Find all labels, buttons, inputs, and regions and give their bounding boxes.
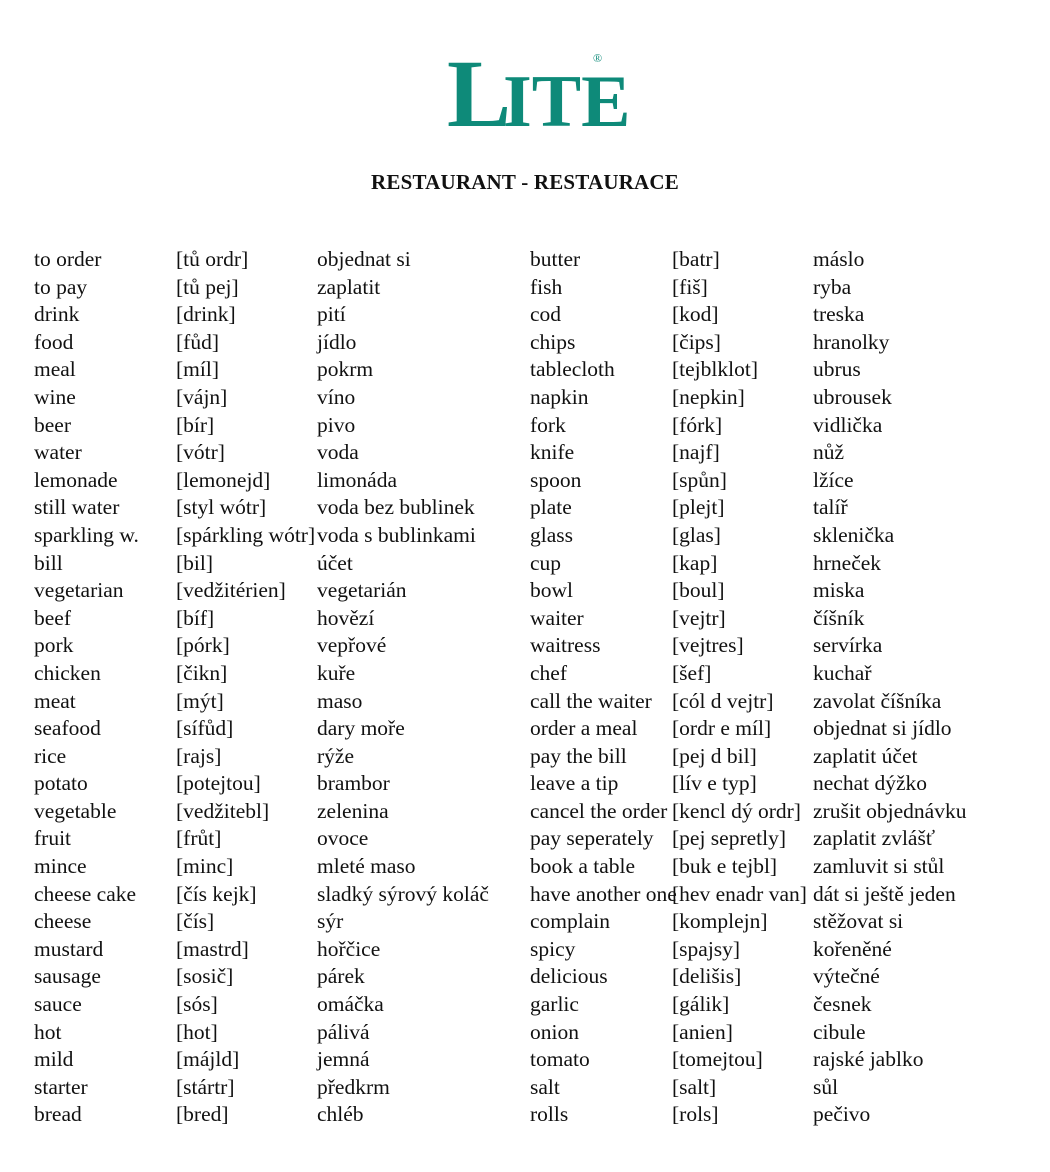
vocab-row: [34, 991, 524, 1019]
czech-term: ovoce: [317, 826, 369, 851]
english-term: waiter: [530, 605, 584, 630]
vocab-row: [34, 908, 524, 936]
pronunciation: [gálik]: [672, 992, 730, 1017]
vocab-row: [34, 274, 524, 302]
vocab-row: [34, 467, 524, 495]
english-term: potato: [34, 771, 88, 796]
vocab-row: [34, 632, 524, 660]
english-term: hot: [34, 1019, 62, 1044]
pronunciation: [sós]: [176, 992, 218, 1017]
pronunciation: [drink]: [176, 302, 236, 327]
english-term: sparkling w.: [34, 522, 139, 547]
czech-term: jídlo: [317, 329, 357, 354]
vocab-row: [34, 936, 524, 964]
english-term: cheese cake: [34, 881, 137, 906]
pronunciation: [vedžitebl]: [176, 798, 270, 823]
czech-term: zrušit objednávku: [813, 798, 967, 823]
pronunciation: [potejtou]: [176, 771, 261, 796]
english-term: fruit: [34, 826, 72, 851]
vocab-row: [34, 1101, 524, 1129]
czech-term: stěžovat si: [813, 909, 904, 934]
pronunciation: [fórk]: [672, 412, 723, 437]
english-term: leave a tip: [530, 771, 619, 796]
vocab-row: [530, 1046, 1030, 1074]
pronunciation: [kencl dý ordr]: [672, 798, 801, 823]
vocab-row: [34, 825, 524, 853]
english-term: chef: [530, 660, 567, 685]
czech-term: párek: [317, 964, 365, 989]
vocab-row: [34, 246, 524, 274]
pronunciation: [cól d vejtr]: [672, 688, 774, 713]
english-term: mild: [34, 1047, 74, 1072]
pronunciation: [plejt]: [672, 495, 725, 520]
english-term: fish: [530, 274, 563, 299]
pronunciation: [čips]: [672, 329, 721, 354]
czech-term: pálivá: [317, 1019, 370, 1044]
english-term: pork: [34, 633, 74, 658]
vocab-row: [530, 467, 1030, 495]
czech-term: objednat si: [317, 247, 411, 271]
english-term: plate: [530, 495, 572, 520]
czech-term: zaplatit účet: [813, 743, 918, 768]
page-title: RESTAURANT - RESTAURACE: [371, 170, 679, 194]
vocab-row: [34, 798, 524, 826]
pronunciation: [vejtres]: [672, 633, 744, 658]
czech-term: sladký sýrový koláč: [317, 881, 489, 906]
czech-term: zavolat číšníka: [813, 688, 942, 713]
english-term: cod: [530, 302, 562, 327]
english-term: spicy: [530, 936, 576, 961]
pronunciation: [lív e typ]: [672, 771, 757, 796]
pronunciation: [čikn]: [176, 660, 228, 685]
czech-term: sýr: [317, 909, 344, 934]
czech-term: číšník: [813, 605, 865, 630]
czech-term: chléb: [317, 1102, 364, 1127]
pronunciation: [kod]: [672, 302, 719, 327]
english-term: sausage: [34, 964, 101, 989]
english-term: delicious: [530, 964, 608, 989]
czech-term: omáčka: [317, 992, 384, 1017]
pronunciation: [tomejtou]: [672, 1047, 763, 1072]
pronunciation: [nepkin]: [672, 384, 745, 409]
vocab-row: [530, 1074, 1030, 1102]
czech-term: rýže: [317, 743, 354, 768]
czech-term: účet: [317, 550, 353, 575]
english-term: order a meal: [530, 716, 638, 741]
english-term: beef: [34, 605, 71, 630]
pronunciation: [buk e tejbl]: [672, 854, 778, 879]
english-term: starter: [34, 1074, 88, 1099]
english-term: call the waiter: [530, 688, 652, 713]
english-term: napkin: [530, 384, 589, 409]
english-term: butter: [530, 247, 581, 271]
czech-term: nechat dýžko: [813, 771, 928, 796]
pronunciation: [vájn]: [176, 384, 228, 409]
english-term: bill: [34, 550, 63, 575]
czech-term: zelenina: [317, 798, 389, 823]
vocab-row: [530, 963, 1030, 991]
vocab-row: [34, 522, 524, 550]
vocab-row: [530, 1019, 1030, 1047]
vocab-row: [530, 605, 1030, 633]
english-term: beer: [34, 412, 71, 437]
english-term: to pay: [34, 274, 88, 299]
czech-term: dát si ještě jeden: [813, 881, 956, 906]
pronunciation: [salt]: [672, 1074, 717, 1099]
vocab-row: [34, 853, 524, 881]
czech-term: hrneček: [813, 550, 882, 575]
vocab-row: [530, 632, 1030, 660]
czech-term: pivo: [317, 412, 356, 437]
english-term: bread: [34, 1102, 82, 1127]
vocab-row: [34, 688, 524, 716]
pronunciation: [bil]: [176, 550, 214, 575]
english-term: cup: [530, 550, 562, 575]
vocab-row: [34, 329, 524, 357]
czech-term: hořčice: [317, 936, 381, 961]
vocab-row: [530, 743, 1030, 771]
english-term: chicken: [34, 660, 101, 685]
czech-term: zaplatit: [317, 274, 381, 299]
vocab-row: [530, 301, 1030, 329]
vocab-row: [34, 356, 524, 384]
pronunciation: [pórk]: [176, 633, 230, 658]
pronunciation: [delišis]: [672, 964, 742, 989]
vocab-row: [530, 881, 1030, 909]
czech-term: kuchař: [813, 660, 872, 685]
pronunciation: [spůn]: [672, 467, 727, 492]
vocab-row: [530, 550, 1030, 578]
english-term: bowl: [530, 578, 573, 603]
english-term: sauce: [34, 992, 82, 1017]
pronunciation: [májld]: [176, 1047, 240, 1072]
czech-term: maso: [317, 688, 363, 713]
czech-term: ubrus: [813, 357, 861, 382]
vocab-row: [530, 853, 1030, 881]
english-term: pay the bill: [530, 743, 627, 768]
pronunciation: [ordr e míl]: [672, 716, 772, 741]
czech-term: vegetarián: [317, 578, 407, 603]
czech-term: kořeněné: [813, 936, 892, 961]
english-term: vegetable: [34, 798, 117, 823]
czech-term: objednat si jídlo: [813, 716, 952, 741]
czech-term: pečivo: [813, 1102, 871, 1127]
vocab-row: [34, 881, 524, 909]
vocab-row: [530, 991, 1030, 1019]
czech-term: dary moře: [317, 716, 405, 741]
vocab-row: [530, 356, 1030, 384]
czech-term: hranolky: [813, 329, 890, 354]
vocab-row: [530, 660, 1030, 688]
czech-term: lžíce: [813, 467, 854, 492]
english-term: have another one: [530, 881, 677, 906]
vocab-row: [34, 1074, 524, 1102]
pronunciation: [frůt]: [176, 826, 222, 851]
pronunciation: [šef]: [672, 660, 712, 685]
czech-term: česnek: [813, 992, 872, 1017]
pronunciation: [rajs]: [176, 743, 222, 768]
vocab-row: [530, 798, 1030, 826]
pronunciation: [sosič]: [176, 964, 234, 989]
pronunciation: [kap]: [672, 550, 718, 575]
czech-term: vepřové: [317, 633, 387, 658]
english-term: waitress: [530, 633, 601, 658]
vocab-row: [530, 384, 1030, 412]
pronunciation: [stártr]: [176, 1074, 235, 1099]
english-term: meal: [34, 357, 76, 382]
pronunciation: [čís kejk]: [176, 881, 257, 906]
czech-term: mleté maso: [317, 854, 416, 879]
pronunciation: [spajsy]: [672, 936, 741, 961]
czech-term: pokrm: [317, 357, 374, 382]
english-term: meat: [34, 688, 76, 713]
czech-term: treska: [813, 302, 865, 327]
pronunciation: [komplejn]: [672, 909, 768, 934]
czech-term: zaplatit zvlášť: [813, 826, 936, 851]
pronunciation: [bír]: [176, 412, 215, 437]
pronunciation: [tů pej]: [176, 274, 239, 299]
vocab-row: [34, 660, 524, 688]
vocab-row: [530, 770, 1030, 798]
pronunciation: [spárkling wótr]: [176, 522, 316, 547]
english-term: rice: [34, 743, 67, 768]
english-term: spoon: [530, 467, 582, 492]
czech-term: nůž: [813, 440, 845, 465]
czech-term: pití: [317, 302, 346, 327]
pronunciation: [najf]: [672, 440, 720, 465]
vocabulary-column-left: [34, 246, 524, 1129]
english-term: wine: [34, 384, 76, 409]
pronunciation: [hev enadr van]: [672, 881, 807, 906]
english-term: rolls: [530, 1102, 569, 1127]
pronunciation: [tejblklot]: [672, 357, 758, 382]
pronunciation: [vedžitérien]: [176, 578, 286, 603]
english-term: pay seperately: [530, 826, 654, 851]
vocab-row: [34, 301, 524, 329]
pronunciation: [fiš]: [672, 274, 708, 299]
czech-term: víno: [317, 384, 356, 409]
english-term: cheese: [34, 909, 92, 934]
english-term: tablecloth: [530, 357, 615, 382]
vocab-row: [34, 715, 524, 743]
vocab-row: [34, 770, 524, 798]
english-term: mince: [34, 854, 87, 879]
vocab-row: [34, 494, 524, 522]
vocab-row: [34, 743, 524, 771]
pronunciation: [sífůd]: [176, 716, 234, 741]
vocab-row: [34, 550, 524, 578]
czech-term: voda s bublinkami: [317, 522, 476, 547]
czech-term: brambor: [317, 771, 390, 796]
czech-term: rajské jablko: [813, 1047, 924, 1072]
english-term: garlic: [530, 992, 579, 1017]
registered-mark: ®: [593, 51, 603, 65]
czech-term: sůl: [813, 1074, 839, 1099]
brand-logo: [0, 38, 1050, 147]
pronunciation: [bíf]: [176, 605, 215, 630]
logo-letter-l: L: [447, 40, 512, 147]
czech-term: kuře: [317, 660, 356, 685]
czech-term: ryba: [813, 274, 852, 299]
vocab-row: [34, 439, 524, 467]
vocab-row: [34, 577, 524, 605]
vocab-row: [530, 329, 1030, 357]
czech-term: zamluvit si stůl: [813, 854, 945, 879]
english-term: knife: [530, 440, 575, 465]
pronunciation: [míl]: [176, 357, 219, 382]
pronunciation: [mýt]: [176, 688, 224, 713]
czech-term: voda: [317, 440, 359, 465]
czech-term: hovězí: [317, 605, 375, 630]
pronunciation: [vótr]: [176, 440, 225, 465]
logo-letters-ite: ITE: [503, 61, 631, 143]
pronunciation: [bred]: [176, 1102, 229, 1127]
vocab-row: [530, 1101, 1030, 1129]
czech-term: předkrm: [317, 1074, 390, 1099]
czech-term: cibule: [813, 1019, 866, 1044]
vocab-row: [34, 1019, 524, 1047]
english-term: cancel the order: [530, 798, 668, 823]
english-term: food: [34, 329, 74, 354]
vocab-row: [530, 908, 1030, 936]
english-term: glass: [530, 522, 573, 547]
czech-term: ubrousek: [813, 384, 892, 409]
english-term: lemonade: [34, 467, 118, 492]
czech-term: máslo: [813, 247, 865, 271]
english-term: salt: [530, 1074, 560, 1099]
czech-term: výtečné: [813, 964, 880, 989]
english-term: fork: [530, 412, 566, 437]
english-term: mustard: [34, 936, 104, 961]
pronunciation: [hot]: [176, 1019, 218, 1044]
english-term: tomato: [530, 1047, 590, 1072]
english-term: to order: [34, 247, 102, 271]
vocab-row: [34, 1046, 524, 1074]
vocab-row: [530, 688, 1030, 716]
pronunciation: [glas]: [672, 522, 721, 547]
pronunciation: [čís]: [176, 909, 215, 934]
english-term: still water: [34, 495, 120, 520]
vocab-row: [530, 825, 1030, 853]
czech-term: servírka: [813, 633, 883, 658]
english-term: onion: [530, 1019, 579, 1044]
vocab-row: [530, 439, 1030, 467]
english-term: vegetarian: [34, 578, 124, 603]
czech-term: sklenička: [813, 522, 895, 547]
czech-term: limonáda: [317, 467, 398, 492]
vocab-row: [530, 715, 1030, 743]
vocab-row: [530, 246, 1030, 274]
vocab-row: [34, 963, 524, 991]
pronunciation: [boul]: [672, 578, 725, 603]
pronunciation: [pej d bil]: [672, 743, 757, 768]
vocabulary-column-right: [530, 246, 1030, 1129]
lite-logo-graphic: [445, 38, 631, 147]
english-term: book a table: [530, 854, 636, 879]
vocab-row: [530, 936, 1030, 964]
pronunciation: [lemonejd]: [176, 467, 271, 492]
english-term: water: [34, 440, 82, 465]
czech-term: vidlička: [813, 412, 883, 437]
vocab-row: [530, 577, 1030, 605]
vocab-row: [34, 412, 524, 440]
english-term: complain: [530, 909, 611, 934]
vocab-row: [530, 274, 1030, 302]
pronunciation: [minc]: [176, 854, 234, 879]
czech-term: miska: [813, 578, 865, 603]
pronunciation: [mastrd]: [176, 936, 249, 961]
pronunciation: [fůd]: [176, 329, 219, 354]
pronunciation: [batr]: [672, 247, 720, 271]
pronunciation: [vejtr]: [672, 605, 726, 630]
pronunciation: [anien]: [672, 1019, 733, 1044]
pronunciation: [styl wótr]: [176, 495, 267, 520]
vocab-row: [530, 412, 1030, 440]
vocab-row: [34, 384, 524, 412]
english-term: chips: [530, 329, 576, 354]
english-term: drink: [34, 302, 80, 327]
czech-term: jemná: [317, 1047, 370, 1072]
vocab-row: [530, 494, 1030, 522]
pronunciation: [rols]: [672, 1102, 719, 1127]
pronunciation: [tů ordr]: [176, 247, 249, 271]
pronunciation: [pej sepretly]: [672, 826, 787, 851]
czech-term: talíř: [813, 495, 848, 520]
czech-term: voda bez bublinek: [317, 495, 475, 520]
vocab-row: [34, 605, 524, 633]
vocab-row: [530, 522, 1030, 550]
english-term: seafood: [34, 716, 101, 741]
